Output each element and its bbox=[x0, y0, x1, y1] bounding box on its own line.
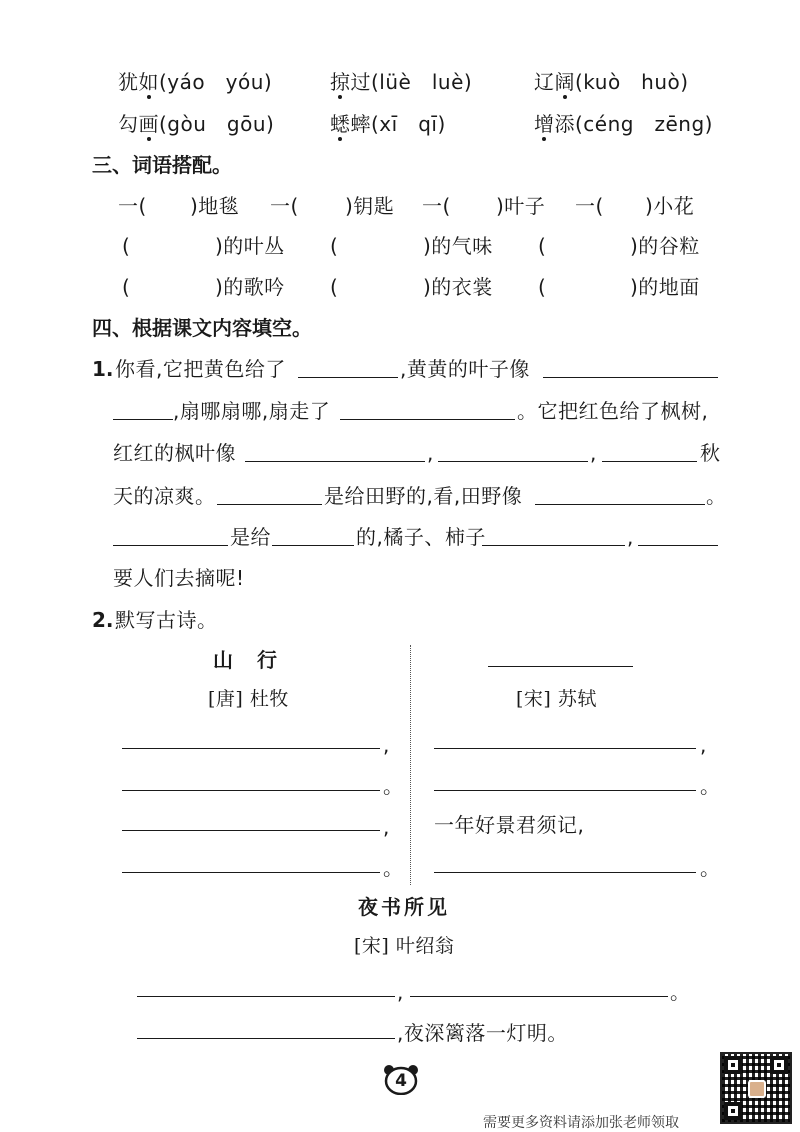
fill-text: 你看,它把黄色给了 bbox=[115, 357, 286, 381]
blank-line[interactable] bbox=[272, 545, 354, 546]
blank-line[interactable] bbox=[638, 545, 718, 546]
blank-line[interactable] bbox=[482, 545, 625, 546]
poem-blank-line[interactable] bbox=[122, 790, 380, 791]
poem-line: ,夜深篱落一灯明。 bbox=[397, 1021, 568, 1045]
fill-text: , bbox=[627, 525, 634, 549]
blank-line[interactable] bbox=[535, 504, 705, 505]
fill-text: ,黄黄的叶子像 bbox=[400, 357, 530, 381]
punct: , bbox=[383, 733, 390, 757]
blank-line[interactable] bbox=[298, 377, 398, 378]
match-word: )小花 bbox=[645, 194, 695, 218]
pinyin-item: 掠过(lüè luè) bbox=[330, 70, 473, 94]
fill-text: 。它把红色给了枫树, bbox=[517, 399, 709, 423]
pinyin-item: 犹如(yáo yóu) bbox=[118, 70, 273, 94]
fill-text: 秋 bbox=[700, 441, 721, 465]
match-word: )的歌吟 bbox=[215, 275, 285, 299]
match-word: )的地面 bbox=[630, 275, 700, 299]
fill-text: 的,橘子、柿子 bbox=[356, 525, 486, 549]
blank-line[interactable] bbox=[602, 461, 697, 462]
poem-author: [唐] 杜牧 bbox=[208, 688, 289, 710]
poem-blank-line[interactable] bbox=[410, 996, 668, 997]
question-number: 1. bbox=[92, 357, 114, 381]
poem-title: 夜书所见 bbox=[358, 895, 450, 919]
poem-blank-line[interactable] bbox=[434, 872, 696, 873]
match-open: ( bbox=[122, 234, 131, 258]
fill-text: 。 bbox=[706, 484, 727, 508]
avatar bbox=[748, 1080, 766, 1098]
punct: 。 bbox=[383, 856, 404, 880]
blank-line[interactable] bbox=[438, 461, 588, 462]
poem-title: 山 行 bbox=[213, 648, 279, 672]
blank-line[interactable] bbox=[113, 545, 228, 546]
pinyin-item: 辽阔(kuò huò) bbox=[534, 70, 689, 94]
qr-code[interactable] bbox=[720, 1052, 792, 1124]
poem-blank-line[interactable] bbox=[122, 830, 380, 831]
match-open: 一( bbox=[575, 194, 604, 218]
poem-author: [宋] 苏轼 bbox=[516, 688, 597, 710]
match-word: )钥匙 bbox=[345, 194, 395, 218]
blank-line[interactable] bbox=[217, 504, 322, 505]
page-number-badge bbox=[383, 1063, 419, 1095]
match-word: )的衣裳 bbox=[423, 275, 493, 299]
poem-line: 一年好景君须记, bbox=[434, 813, 585, 837]
pinyin-item: 增添(céng zēng) bbox=[534, 112, 713, 136]
punct: 。 bbox=[700, 774, 721, 798]
poem-author: [宋] 叶绍翁 bbox=[354, 935, 455, 957]
match-word: )的气味 bbox=[423, 234, 493, 258]
punct: 。 bbox=[670, 980, 691, 1004]
fill-text: , bbox=[427, 441, 434, 465]
section-3-title: 三、词语搭配。 bbox=[92, 153, 232, 177]
fill-text: 要人们去摘呢! bbox=[113, 566, 245, 590]
poem-blank-line[interactable] bbox=[122, 748, 380, 749]
question-label: 默写古诗。 bbox=[115, 608, 218, 632]
fill-text: 天的凉爽。 bbox=[113, 484, 216, 508]
footer-note: 需要更多资料请添加张老师领取 bbox=[483, 1115, 679, 1131]
blank-line[interactable] bbox=[340, 419, 515, 420]
fill-text: , bbox=[590, 441, 597, 465]
blank-line[interactable] bbox=[245, 461, 425, 462]
match-open: ( bbox=[538, 234, 547, 258]
blank-line[interactable] bbox=[543, 377, 718, 378]
poem-blank-line[interactable] bbox=[434, 790, 696, 791]
pinyin-item: 蟋蟀(xī qī) bbox=[330, 112, 446, 136]
match-open: 一( bbox=[422, 194, 451, 218]
pinyin-item: 勾画(gòu gōu) bbox=[118, 112, 275, 136]
fill-text: 是给 bbox=[230, 525, 271, 549]
match-word: )地毯 bbox=[190, 194, 240, 218]
poem-blank-line[interactable] bbox=[122, 872, 380, 873]
punct: , bbox=[383, 815, 390, 839]
match-open: ( bbox=[330, 234, 339, 258]
fill-text: ,扇哪扇哪,扇走了 bbox=[173, 399, 331, 423]
question-number: 2. bbox=[92, 608, 114, 632]
match-word: )的叶丛 bbox=[215, 234, 285, 258]
punct: 。 bbox=[383, 774, 404, 798]
poem-blank-line[interactable] bbox=[434, 748, 696, 749]
punct: 。 bbox=[700, 856, 721, 880]
poem-blank-line[interactable] bbox=[137, 996, 395, 997]
fill-text: 红红的枫叶像 bbox=[113, 441, 236, 465]
poem-blank-line[interactable] bbox=[137, 1038, 395, 1039]
page-number: 4 bbox=[395, 1071, 407, 1091]
match-word: )叶子 bbox=[496, 194, 546, 218]
match-open: ( bbox=[330, 275, 339, 299]
column-divider bbox=[410, 645, 411, 885]
match-word: )的谷粒 bbox=[630, 234, 700, 258]
blank-line[interactable] bbox=[113, 419, 173, 420]
punct: , bbox=[700, 733, 707, 757]
section-4-title: 四、根据课文内容填空。 bbox=[92, 316, 312, 340]
fill-text: 是给田野的,看,田野像 bbox=[324, 484, 523, 508]
match-open: ( bbox=[538, 275, 547, 299]
match-open: ( bbox=[122, 275, 131, 299]
match-open: 一( bbox=[118, 194, 147, 218]
punct: , bbox=[397, 980, 404, 1004]
poem-title-blank[interactable] bbox=[488, 666, 633, 667]
match-open: 一( bbox=[270, 194, 299, 218]
